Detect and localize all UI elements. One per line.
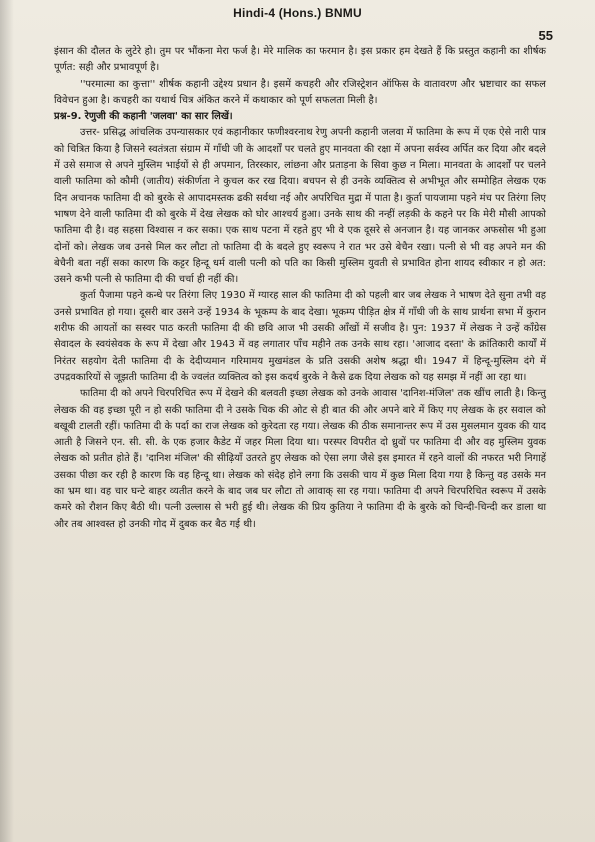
paragraph-summary: ''परमात्मा का कुत्ता'' शीर्षक कहानी उद्देश्य प्रधान है। इसमें कचहरी और रजिस्ट्रेशन ऑफिस के वातावरण और भ्रष्टाचार का सफल विवेचन हुआ है। कचहरी का यथार्थ चित्र अंकित करने में कथाकार को पूर्ण सफलता मिली है। xyxy=(54,78,546,106)
question-heading xyxy=(54,109,546,125)
answer-paragraph-2: कुर्ता पैजामा पहने कन्धे पर तिरंगा लिए 1930 में ग्यारह साल की फातिमा दी को पहली बार जब लेखक ने भाषण देते सुना तभी वह उनसे प्रभावित हो गया। दूसरी बार उसने उन्हें 1934 के भूकम्प के बाद देखा। भूकम्प पीड़ित क्षेत्र में गाँधी जी के साथ प्रार्थना सभा में कुरान शरीफ की आयतों का सस्वर पाठ करती फातिमा दी की छवि आज भी उसकी आँखों में सजीव है। पुन: 1937 में लेखक ने उन्हें काँग्रेस सेवादल के स्वयंसेवक के रूप में देखा और 1943 में वह लगातार पाँच महीने तक उनके साथ रहा। 'आजाद दस्ता' के क्रांतिकारी कार्यों में निरंतर सहयोग देती फातिमा दी के देदीप्यमान गरिमामय मुखमंडल के प्रति उसकी अशेष श्रद्धा थी। 1947 में हिन्दू-मुस्लिम दंगे में उपद्रवकारियों से जूझती फातिमा दी के ज्वलंत व्यक्तित्व को इस कदर्थ बुरके ने कैसे ढक दिया लेखक को यह समझ में नहीं आ रहा था। xyxy=(54,290,546,383)
running-header: Hindi-4 (Hons.) BNMU xyxy=(233,6,362,20)
page-fold-shadow xyxy=(0,0,14,842)
paragraph-intro: इंसान की दौलत के लुटेरे हो। तुम पर भौंकना मेरा फर्ज है। मेरे मालिक का फरमान है। इस प्रकार हम देखते हैं कि प्रस्तुत कहानी का शीर्षक पूर्णत: सही और प्रभावपूर्ण है। xyxy=(54,46,546,74)
answer-paragraph-1: उत्तर- प्रसिद्ध आंचलिक उपन्यासकार एवं कहानीकार फणीश्वरनाथ रेणु अपनी कहानी जलवा में फातिमा के रूप में एक ऐसे नारी पात्र को चित्रित किया है जिसने स्वतंत्रता संग्राम में गाँधी जी के आदर्शों पर चलते हुए मानवता की रक्षा में अपना सर्वस्व अर्पित कर दिया और बदले में उसे समाज से अपने मुस्लिम भाईयों से ही अपमान, तिरस्कार, लांछना और प्रताड़ना के सिवा कुछ न मिला। मानवता के आदर्शों पर चलने वाली फातिमा को कौमी (जातीय) संकीर्णता ने कुचल कर रख दिया। बचपन से ही उनके व्यक्तित्व से अभीभूत और सम्मोहित लेखक एक दिन अचानक फातिमा दी को बुरके से आपादमस्तक ढकी सर्वथा नई और अपरिचित मुद्रा में पाता है। कुर्ता पायजामा पहने मंच पर तिरंगा लिए भाषण देने वाली फातिमा दी को बुरके में देख लेखक को घोर आश्चर्य हुआ। उनके साथ की नन्हीं लड़की के कहने पर कि मेरी मौसी आपको फातिमा दी है। वह सहसा विश्वास न कर सका। एक साथ पटना में रहते हुए भी वे एक दूसरे से अनजान है। यह जानकर अफसोस भी हुआ दोनों को। लेखक जब उनसे मिल कर लौटा तो फातिमा दी के बदले हुए स्वरूप ने रात भर उसे बेचैन रखा। पत्नी से भी वह अपने मन की बेचैनी बता नहीं सका कारण कि कट्टर हिन्दू धर्म वाली पत्नी को पति का किसी मुस्लिम युवती से प्रभावित होना शायद स्वीकार न हो अत: उसने कभी पत्नी से फातिमा दी की चर्चा ही नहीं की। xyxy=(54,127,546,286)
page-body xyxy=(54,44,546,533)
question-text: रेणुजी की कहानी 'जलवा' का सार लिखें। xyxy=(84,111,233,123)
answer-paragraph-3: फातिमा दी को अपने चिरपरिचित रूप में देखने की बलवती इच्छा लेखक को उनके आवास 'दानिश-मंजिल' तक खींच लाती है। किन्तु लेखक की वह इच्छा पूरी न हो सकी फातिमा दी ने उसके चिक की ओट से ही बात की और अपने बारे में किए गए लेखक के हर सवाल को बखूबी टालती रहीं। फातिमा दी के पर्दा का राज लेखक को कुरेदता रह गया। लेखक की ठीक समानान्तर रूप में उस मुसलमान युवक की याद आती है जिसने एन. सी. सी. के एक हजार कैडेट में जहर मिला दिया था। परस्पर विपरीत दो ध्रुवों पर फातिमा दी और वह मुस्लिम युवक लेखक को प्रतीत होते हैं। 'दानिश मंजिल' की सीढ़ियाँ उतरते हुए लेखक को ऐसा लगा जैसे इस इमारत में रहने वालों की नफरत भरी निगाहें उसका पीछा कर रही है कारण कि वह हिन्दू था। लेखक को संदेह होने लगा कि उसकी चाय में कुछ मिला दिया गया है किन्तु वह उसके मन का भ्रम था। वह चार घन्टे बाहर व्यतीत करने के बाद जब घर लौटा तो आवाक् सा रह गया। फातिमा दी अपने चिरपरिचित स्वरूप में उसके कमरे को रौशन किए बैठी थी। पत्नी उल्लास से भरी हुई थी। लेखक की प्रिय कुतिया ने फातिमा दी के बुरके को चिन्दी-चिन्दी कर डाला था और तब आश्वस्त हो उनकी गोद में दुबक कर बैठ गई थी। xyxy=(54,388,546,530)
page-number: 55 xyxy=(538,28,553,43)
question-label: प्रश्न-9. xyxy=(54,111,82,123)
